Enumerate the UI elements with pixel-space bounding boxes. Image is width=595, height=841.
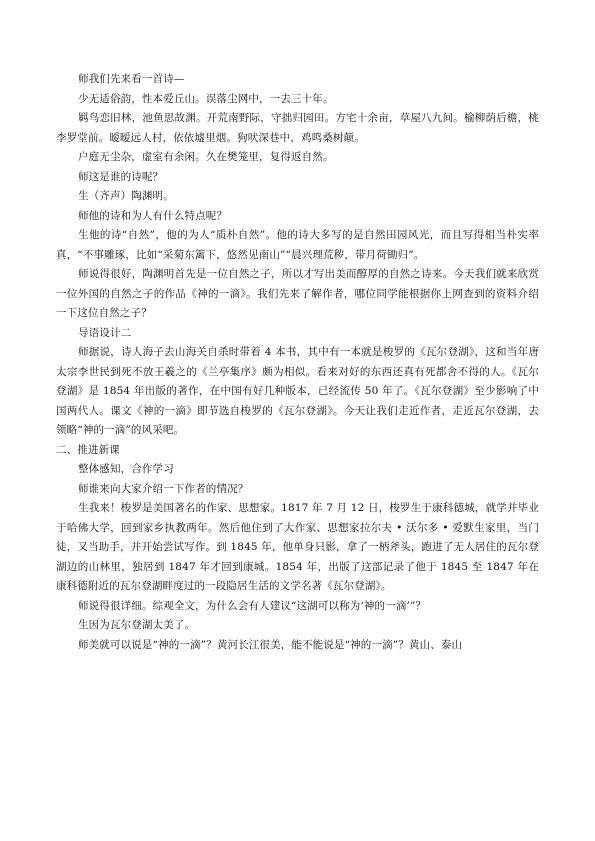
student-answer-4: 生因为瓦尔登湖太美了。 xyxy=(78,619,196,631)
poem-line-2: 羁鸟恋旧林，池鱼思故渊。开荒南野际，守拙归园田。方宅十余亩，草屋八九间。榆柳荫后檐，桃李罗堂前。暧暧远人村，依依墟里烟。狗吠深巷中，鸡鸣桑树颠。 xyxy=(56,112,539,144)
teacher-remark-2: 师据说，诗人海子去山海关自杀时带着 4 本书，其中有一本就是梭罗的《瓦尔登湖》，这和当年唐太宗李世民到死不放王羲之的《兰亭集序》颇为相似。看来对好的东西还真有死都舍不得的人。《瓦尔登湖》是 1854 年出版的著作，在中国有好几种版本，已经流传 50 年了。《瓦尔登湖》至少影响了中国两代人。课文《神的一滴》即节选自梭罗的《瓦尔登湖》。今天让我们走近作者，走近瓦尔登湖，去领略“神的一滴”的风采吧。 xyxy=(56,346,539,436)
section-subheading: 整体感知，合作学习 xyxy=(78,463,174,475)
paragraph-1: 师我们先来看一首诗— xyxy=(78,73,185,85)
teacher-remark-1: 师说得很好，陶渊明首先是一位自然之子，所以才写出美而醇厚的自然之诗来。今天我们就来欣赏一位外国的自然之子的作品《神的一滴》。我们先来了解作者，哪位同学能根据你上网查到的资料介绍一下这位自然之子？ xyxy=(56,268,539,319)
student-answer-2: 生他的诗“自然”，他的为人“质朴自然”。他的诗大多写的是自然田园风光，而且写得相当朴实率真，“不事雕琢，比如“采菊东篱下，悠然见南山”“晨兴理荒秽，带月荷锄归”。 xyxy=(56,229,539,261)
student-answer-1: 生（齐声）陶渊明。 xyxy=(78,190,174,202)
teacher-question-1: 师这是谁的诗呢？ xyxy=(78,170,164,183)
section-subtitle-intro-2: 导语设计二 xyxy=(78,326,132,339)
body-text xyxy=(56,70,539,655)
teacher-question-4: 师说得很详细。综观全文，为什么会有人建议“这湖可以称为‘神的一滴’”？ xyxy=(78,599,427,612)
poem-line-1: 少无适俗韵，性本爱丘山。误落尘网中，一去三十年。 xyxy=(78,92,334,105)
teacher-question-2: 师他的诗和为人有什么特点呢？ xyxy=(78,209,228,222)
poem-line-3: 户庭无尘杂，虚室有余闲。久在樊笼里，复得返自然。 xyxy=(78,151,334,163)
teacher-question-5: 师美就可以说是“神的一滴”？黄河长江很美，能不能说是“神的一滴”？黄山、泰山 xyxy=(78,638,463,651)
section-heading: 二、推进新课 xyxy=(56,443,120,456)
teacher-question-3: 师谁来向大家介绍一下作者的情况？ xyxy=(78,482,249,495)
student-answer-3: 生我来！梭罗是美国著名的作家、思想家。1817 年 7 月 12 日，梭罗生于康科德城，就学并毕业于哈佛大学，回到家乡执教两年。然后他住到了大作家、思想家拉尔夫 • 沃尔多 • 爱默生家里，当门徒，又当助手，并开始尝试写作。到 1845 年，他单身只影，拿了一柄斧头，跑进了无人居住的瓦尔登湖边的山林里，独居到 1847 年才回到康城。1854 年，出版了这部记录了他于 1845 至 1847 年在康科德附近的瓦尔登湖畔度过的一段隐居生活的文学名著《瓦尔登湖》。 xyxy=(56,502,539,592)
